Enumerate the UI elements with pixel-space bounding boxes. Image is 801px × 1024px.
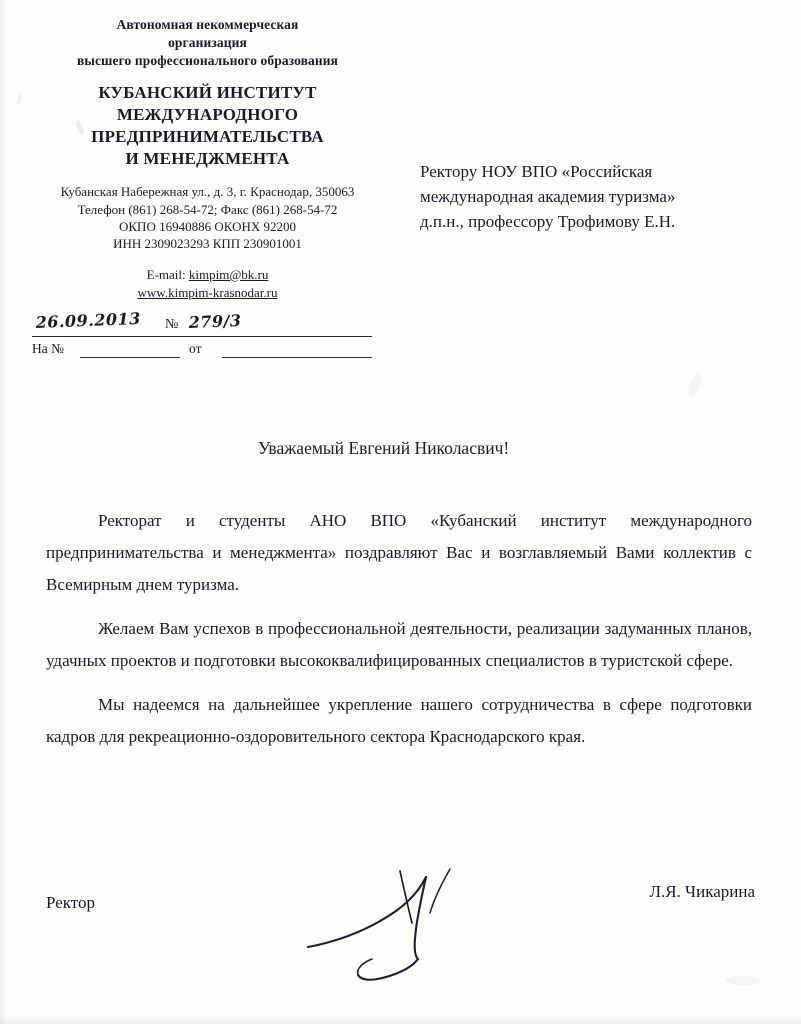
addressee-line-1: Ректору НОУ ВПО «Российская [420,162,653,181]
addressee-block [420,160,760,234]
reply-to-underline [80,357,180,358]
institute-name-line-2: МЕЖДУНАРОДНОГО [116,105,299,125]
scan-edge-shadow-bottom [0,1014,801,1024]
addressee-line-2: международная академия туризма» [420,186,676,206]
institute-name-line-4: И МЕНЕДЖМЕНТА [125,148,290,168]
date-number-row [32,308,372,337]
institute-name-line-3: ПРЕДПРИНИМАТЕЛЬСТВА [91,126,324,146]
body-paragraph-3: Мы надеемся на дальнейшее укрепление нашего сотрудничества в сфере подготовки кадров для рекреационно-оздоровительного сектора Краснодарского края. [46,694,752,746]
email-line [30,266,385,284]
organization-type [30,16,385,69]
inn-kpp: ИНН 2309023293 КПП 230901001 [113,236,302,252]
letterhead [30,16,385,302]
organization-type-line-1: Автономная некоммерческая [116,17,299,32]
signer-name: Л.Я. Чикарина [649,882,755,901]
scan-artifact [726,976,760,985]
from-date-underline [222,357,372,358]
number-symbol: № [165,317,179,332]
scan-edge-shadow-left [0,0,6,1024]
from-date-label: от [189,341,202,356]
email-label: E-mail: [146,266,186,282]
okpo-okonh: ОКПО 16940886 ОКОНХ 92200 [119,219,296,234]
reply-reference-row [32,340,372,362]
body-paragraph-1: Ректорат и студенты АНО ВПО «Кубанский институт международного предпринимательства и менеджмента» поздравляют Вас и возглавляемый Вами коллектив с Всемирным днем туризма. [46,511,752,594]
date-underline [32,336,372,337]
email-website-block [30,266,385,302]
website-link[interactable]: www.kimpim-krasnodar.ru [137,284,278,300]
organization-type-line-3: высшего профессионального образования [76,52,339,68]
reply-to-label: На № [32,341,64,356]
organization-type-line-2: организация [168,34,247,50]
body-paragraph-2: Желаем Вам успехов в профессиональной деятельности, реализации задуманных планов, удачных проектов и подготовки высококвалифицированных специалистов в туристской сфере. [46,618,752,670]
scan-artifact [17,92,23,106]
letter-body [46,505,752,753]
phone-fax: Телефон (861) 268-54-72; Факс (861) 268-54-72 [77,201,338,217]
postal-address: Кубанская Набережная ул., д. 3, г. Краснодар, 350063 [60,184,355,200]
scan-artifact [686,371,704,399]
email-link[interactable]: kimpim@bk.ru [188,266,269,282]
date-value: 26.09.2013 [35,308,142,332]
outgoing-number-value: 279/3 [188,310,242,332]
institute-name-line-1: КУБАНСКИЙ ИНСТИТУТ [98,83,317,103]
institute-name [30,82,385,169]
contact-block [30,183,385,252]
handwritten-signature [300,855,520,995]
signer-title: Ректор [46,893,96,912]
salutation: Уважаемый Евгений Николасвич! [258,438,510,458]
addressee-line-3: д.п.н., профессору Трофимову Е.Н. [420,211,676,231]
date-number-block [32,308,372,362]
